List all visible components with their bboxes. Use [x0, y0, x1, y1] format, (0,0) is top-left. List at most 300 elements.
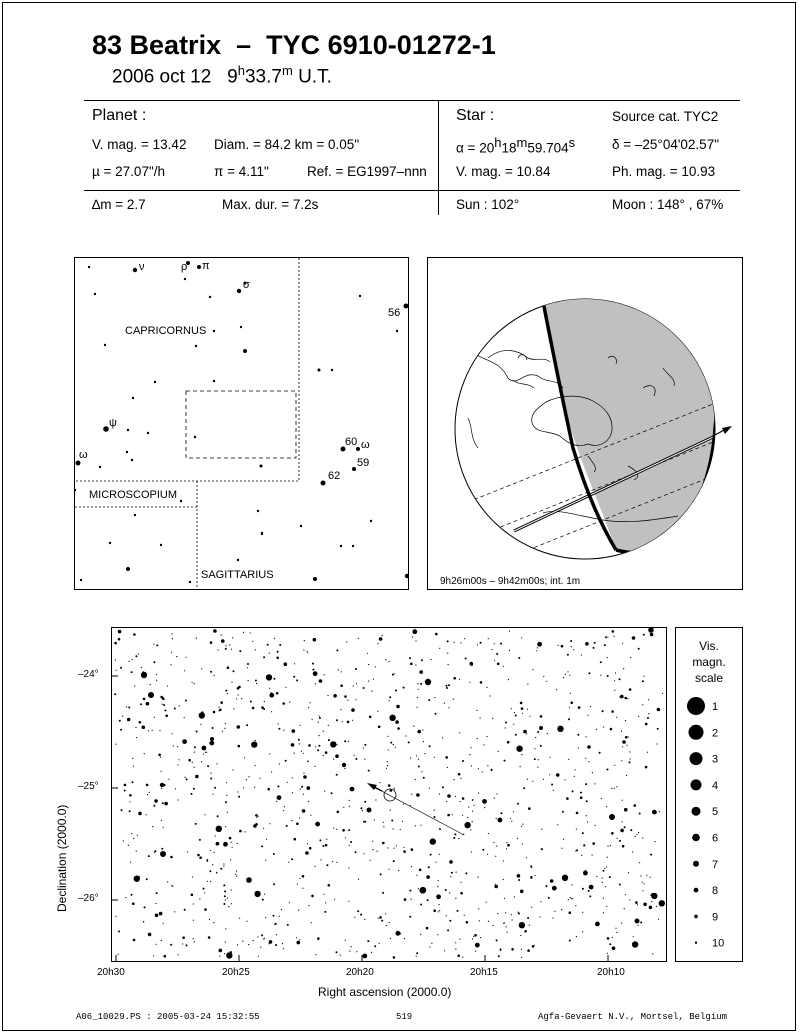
field-star: [537, 647, 538, 648]
field-star: [288, 862, 289, 863]
field-star: [417, 730, 421, 734]
field-star: [219, 710, 220, 711]
field-star: [454, 642, 455, 643]
y-axis-label: Declination (2000.0): [55, 804, 69, 912]
field-star: [417, 707, 418, 708]
field-star: [527, 779, 528, 780]
field-star: [126, 706, 127, 707]
field-star: [410, 663, 413, 666]
field-star: [647, 717, 649, 719]
field-star: [543, 779, 544, 780]
field-star: [505, 727, 506, 728]
field-star: [389, 715, 395, 721]
field-star: [349, 800, 350, 801]
field-star: [310, 815, 311, 816]
field-star: [434, 757, 435, 758]
field-star: [630, 829, 632, 831]
field-star: [496, 653, 498, 655]
field-star: [570, 693, 571, 694]
field-star: [325, 844, 328, 847]
field-star: [220, 868, 222, 870]
field-star: [464, 638, 465, 639]
field-star: [227, 666, 230, 669]
field-star: [176, 656, 177, 657]
field-star: [178, 759, 179, 760]
field-star: [411, 866, 412, 867]
field-star: [383, 822, 384, 823]
field-star: [146, 784, 149, 787]
field-star: [396, 845, 397, 846]
field-star: [357, 910, 359, 912]
x-axis-label: Right ascension (2000.0): [318, 985, 452, 999]
constellation-star: [237, 559, 239, 561]
field-star: [315, 746, 316, 747]
field-star: [447, 814, 450, 817]
label-nu: ν: [139, 261, 145, 273]
field-star: [635, 836, 636, 837]
field-star: [210, 641, 213, 644]
field-star: [331, 792, 333, 794]
field-star: [271, 771, 272, 772]
field-star: [139, 721, 142, 724]
label-pi: π: [202, 260, 210, 272]
constellation-star: [396, 330, 398, 332]
field-star: [652, 810, 657, 815]
field-star: [609, 943, 611, 945]
field-star: [218, 707, 219, 708]
field-star: [474, 934, 477, 937]
field-star: [123, 840, 124, 841]
field-star: [120, 729, 122, 731]
field-star: [627, 698, 628, 699]
field-star: [337, 744, 338, 745]
field-star: [643, 903, 647, 907]
field-star: [129, 810, 131, 812]
field-star: [552, 886, 557, 891]
field-star: [303, 794, 304, 795]
field-star: [607, 857, 608, 858]
field-star: [614, 690, 615, 691]
field-star: [439, 910, 440, 911]
xtick-label-2010: 20h10: [597, 967, 625, 978]
field-star: [202, 711, 204, 713]
field-star: [391, 820, 393, 822]
field-star: [438, 911, 439, 912]
field-star: [449, 892, 450, 893]
field-star: [333, 694, 337, 698]
field-star: [602, 882, 603, 883]
field-star: [570, 897, 571, 898]
field-star: [266, 839, 267, 840]
field-star: [192, 876, 193, 877]
constellation-star: [195, 345, 197, 347]
event-time: [112, 63, 332, 88]
field-star: [638, 648, 640, 650]
field-star: [523, 730, 527, 734]
field-star: [324, 911, 326, 913]
field-star: [455, 949, 456, 950]
field-star: [292, 777, 293, 778]
field-star: [368, 664, 369, 665]
field-star: [629, 761, 631, 763]
field-star: [233, 670, 235, 672]
field-star: [368, 681, 369, 682]
field-star: [578, 747, 579, 748]
field-star: [191, 894, 194, 897]
field-star: [256, 817, 257, 818]
field-star: [146, 702, 150, 706]
field-star: [638, 832, 639, 833]
field-star: [466, 921, 469, 924]
field-star: [345, 940, 346, 941]
field-star: [319, 839, 321, 841]
field-star: [460, 642, 461, 643]
field-star: [648, 699, 649, 700]
field-star: [514, 896, 515, 897]
field-star: [571, 898, 572, 899]
field-star: [449, 860, 453, 864]
label-omega-left: ω: [79, 449, 88, 461]
field-star: [237, 791, 238, 792]
field-star: [539, 916, 540, 917]
field-star: [585, 642, 589, 646]
field-star: [640, 875, 641, 876]
field-star: [418, 759, 419, 760]
field-star: [213, 629, 217, 633]
field-star: [629, 688, 632, 691]
field-star: [193, 920, 194, 921]
minute-unit: m: [281, 63, 293, 78]
field-star: [403, 687, 405, 689]
scale-dot-1: [687, 697, 705, 715]
field-star: [614, 788, 615, 789]
field-star: [119, 720, 121, 722]
field-star: [302, 875, 305, 878]
field-star: [194, 941, 195, 942]
field-star: [171, 885, 172, 886]
field-star: [378, 726, 381, 729]
field-star: [276, 801, 277, 802]
field-star: [222, 731, 223, 732]
field-star: [215, 835, 216, 836]
constellation-star: [127, 429, 129, 431]
field-star: [269, 653, 270, 654]
field-star: [135, 727, 136, 728]
constellation-star: [197, 265, 201, 269]
field-star: [455, 796, 456, 797]
field-star: [360, 914, 362, 916]
field-star: [131, 833, 132, 834]
label-capricornus: CAPRICORNUS: [125, 325, 207, 337]
field-star: [437, 886, 438, 887]
field-star: [659, 900, 665, 906]
field-star: [634, 804, 637, 807]
field-star: [605, 636, 607, 638]
field-star: [590, 706, 591, 707]
field-star: [312, 719, 313, 720]
field-star: [448, 684, 450, 686]
field-star: [207, 859, 208, 860]
field-star: [152, 730, 153, 731]
field-star: [428, 866, 430, 868]
field-star: [349, 951, 350, 952]
scale-dot-3: [690, 752, 703, 765]
field-star: [275, 923, 277, 925]
field-star: [437, 934, 438, 935]
bright-field-star: [148, 692, 154, 698]
scale-label-9: 9: [712, 911, 719, 924]
field-star: [571, 646, 572, 647]
field-star: [551, 784, 553, 786]
constellation-star: [154, 381, 156, 383]
field-star: [199, 839, 201, 841]
field-star: [283, 948, 284, 949]
field-star: [418, 888, 419, 889]
field-star: [587, 821, 588, 822]
field-star: [355, 668, 357, 670]
field-star: [347, 700, 348, 701]
field-star: [308, 761, 309, 762]
field-star: [171, 652, 172, 653]
field-star: [322, 845, 324, 847]
field-star: [139, 876, 140, 877]
field-star: [439, 854, 440, 855]
field-star: [315, 954, 316, 955]
field-star: [622, 746, 623, 747]
field-star: [243, 632, 244, 633]
field-star: [225, 928, 226, 929]
field-star: [515, 734, 517, 736]
field-star: [638, 716, 639, 717]
scale-label-7: 7: [712, 858, 719, 871]
field-star: [388, 661, 389, 662]
field-star: [497, 663, 500, 666]
constellation-star: [404, 304, 409, 309]
field-star: [531, 907, 532, 908]
field-star: [522, 713, 523, 714]
scale-dot-4: [691, 779, 702, 790]
field-star: [340, 709, 341, 710]
field-star: [487, 765, 488, 766]
field-star: [254, 765, 255, 766]
field-star: [568, 718, 570, 720]
field-star: [336, 719, 338, 721]
field-star: [313, 638, 317, 642]
label-omega-right: ω: [361, 439, 370, 451]
scale-svg: [676, 628, 742, 961]
field-star: [251, 741, 257, 747]
field-star: [191, 793, 193, 795]
field-star: [221, 639, 225, 643]
field-star: [252, 707, 255, 710]
field-star: [419, 869, 422, 872]
field-star: [410, 757, 411, 758]
field-star: [289, 702, 290, 703]
field-star: [354, 917, 355, 918]
field-star: [622, 821, 623, 822]
field-star: [398, 870, 399, 871]
field-star: [541, 829, 542, 830]
event-date: 2006 oct 12: [112, 66, 212, 88]
field-star: [379, 916, 382, 919]
field-star: [506, 932, 507, 933]
object-name: 83 Beatrix: [92, 30, 222, 60]
field-star: [624, 697, 627, 700]
field-star: [534, 748, 535, 749]
constellation-star: [352, 545, 354, 547]
field-star: [154, 850, 156, 852]
field-star: [217, 649, 218, 650]
globe-caption: 9h26m00s – 9h42m00s; int. 1m: [440, 576, 581, 587]
field-star: [312, 663, 314, 665]
field-star: [239, 830, 242, 833]
field-star: [297, 884, 298, 885]
field-star: [628, 872, 629, 873]
field-star: [202, 746, 207, 751]
field-star: [367, 653, 368, 654]
field-star: [404, 898, 407, 901]
field-star: [471, 851, 472, 852]
field-star: [326, 839, 327, 840]
field-star: [459, 679, 460, 680]
field-star: [212, 864, 213, 865]
field-star: [458, 773, 461, 776]
field-star: [420, 934, 421, 935]
label-56: 56: [388, 307, 401, 319]
field-star: [225, 690, 227, 692]
xtick-label-2030: 20h30: [97, 967, 125, 978]
field-star: [278, 723, 279, 724]
field-star: [604, 868, 605, 869]
field-star: [152, 826, 153, 827]
field-star: [592, 842, 595, 845]
field-star: [351, 708, 355, 712]
field-star: [396, 705, 400, 709]
label-sagittarius: SAGITTARIUS: [201, 569, 274, 581]
field-star: [436, 894, 441, 899]
field-star: [575, 905, 576, 906]
field-star: [413, 726, 414, 727]
field-star: [381, 920, 383, 922]
field-star: [570, 701, 573, 704]
title-dash: –: [236, 30, 252, 60]
field-star: [409, 657, 411, 659]
field-star: [186, 657, 187, 658]
field-star: [477, 738, 478, 739]
field-star: [124, 784, 127, 787]
constellation-star: [132, 397, 134, 399]
field-star: [302, 809, 306, 813]
field-star: [498, 751, 499, 752]
footer-file: A06_10029.PS : 2005-03-24 15:32:55: [76, 1012, 260, 1022]
field-star: [554, 911, 555, 912]
field-star: [417, 683, 418, 684]
field-star: [444, 703, 445, 704]
field-star: [184, 777, 185, 778]
field-star: [583, 871, 588, 876]
field-star: [558, 645, 559, 646]
field-star: [194, 752, 195, 753]
field-star: [163, 704, 165, 706]
bright-field-star: [367, 808, 372, 813]
field-star: [462, 957, 463, 958]
field-star: [136, 737, 137, 738]
field-star: [606, 866, 607, 867]
field-star: [513, 724, 514, 725]
field-star: [337, 811, 340, 814]
field-star: [464, 915, 465, 916]
field-star: [611, 710, 614, 713]
field-star: [254, 891, 260, 897]
field-star: [603, 912, 604, 913]
field-star: [363, 821, 365, 823]
field-star: [435, 862, 436, 863]
field-star: [575, 769, 576, 770]
field-star: [319, 716, 320, 717]
scale-dot-7: [693, 861, 699, 867]
field-star: [301, 786, 303, 788]
field-star: [156, 674, 157, 675]
field-star: [563, 677, 564, 678]
field-star: [549, 774, 550, 775]
field-star: [500, 812, 502, 814]
field-star: [467, 817, 468, 818]
field-star: [208, 936, 211, 939]
capricornus-boundary: [75, 258, 299, 481]
field-star: [417, 697, 418, 698]
field-star: [625, 736, 628, 739]
field-star: [589, 895, 591, 897]
field-star: [642, 837, 643, 838]
field-star: [213, 794, 214, 795]
field-star: [626, 775, 627, 776]
field-star: [148, 730, 149, 731]
field-star: [177, 746, 178, 747]
field-star: [629, 899, 630, 900]
field-star: [592, 854, 593, 855]
field-star: [518, 879, 520, 881]
field-star: [624, 808, 628, 812]
field-star: [470, 747, 471, 748]
field-star: [509, 650, 510, 651]
field-star: [563, 839, 564, 840]
field-star: [267, 788, 270, 791]
field-star: [382, 635, 383, 636]
field-star: [343, 807, 344, 808]
field-star: [367, 940, 369, 942]
field-star: [216, 842, 220, 846]
field-star: [505, 722, 507, 724]
field-star: [602, 877, 603, 878]
field-star: [223, 866, 224, 867]
field-star: [472, 811, 473, 812]
field-star: [488, 638, 489, 639]
field-star: [164, 802, 168, 806]
field-star: [550, 879, 554, 883]
field-star: [344, 695, 347, 698]
field-star: [569, 911, 572, 914]
field-star: [334, 899, 335, 900]
field-star: [217, 815, 219, 817]
field-star: [637, 834, 638, 835]
constellation-star: [184, 278, 186, 280]
field-star: [328, 739, 330, 741]
max-duration: Max. dur. = 7.2s: [222, 197, 319, 212]
field-star: [131, 671, 133, 673]
field-star: [567, 654, 569, 656]
field-star: [415, 640, 416, 641]
field-star: [411, 848, 414, 851]
